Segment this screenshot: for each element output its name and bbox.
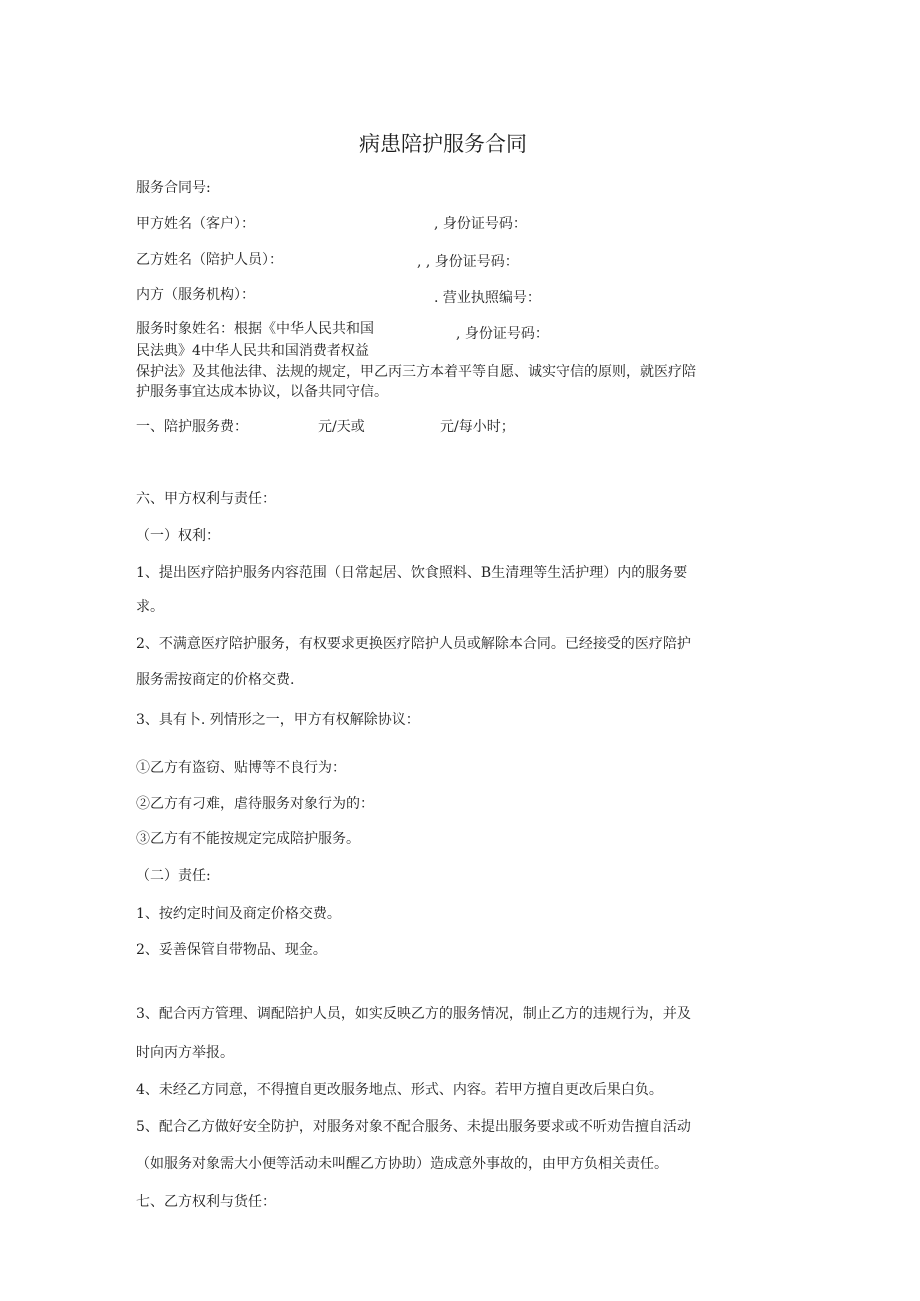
fee-per-day: 元/天或 — [318, 419, 365, 435]
duty-3-line-1: 3、配合丙方管理、调配陪护人员，如实反映乙方的服务情况，制止乙方的违规行为，并及 — [136, 1006, 691, 1022]
right-3-item-b: ②乙方有刁难，虐待服务对象行为的： — [136, 796, 374, 812]
right-3: 3、具有卜. 列情形之一，甲方有权解除协议： — [136, 712, 420, 728]
party-b-name-label: 乙方姓名（陪护人员）： — [136, 252, 283, 268]
section-6-heading: 六、甲方权利与责任： — [136, 491, 276, 507]
document-title: 病患陪护服务合同 — [359, 132, 527, 156]
right-3-item-c: ③乙方有不能按规定完成陪护服务。 — [136, 831, 360, 847]
party-a-name-label: 甲方姓名（客户）： — [136, 216, 255, 232]
duty-5-line-1: 5、配合乙方做好安全防护，对服务对象不配合服务、未提出服务要求或不听劝告擅自活动 — [136, 1119, 691, 1135]
service-target-line-1: 服务时象姓名：根据《中华人民共和国 — [136, 321, 374, 337]
duty-1: 1、按约定时间及商定价格交费。 — [136, 906, 341, 922]
right-3-item-a: ①乙方有盗窃、贴博等不良行为： — [136, 760, 346, 776]
service-target-id-label: , 身份证号码： — [456, 326, 549, 342]
duty-2: 2、妥善保管自带物品、现金。 — [136, 942, 327, 958]
duty-4: 4、未经乙方同意，不得擅自更改服务地点、形式、内容。若甲方擅自更改后果白负。 — [136, 1082, 663, 1098]
duties-heading: （二）责任: — [136, 868, 211, 884]
right-1-line-1: 1、提出医疗陪护服务内容范围（日常起居、饮食照料、B生清理等生活护理）内的服务要 — [136, 565, 688, 581]
party-b-id-label: , , 身份证号码： — [417, 254, 519, 270]
duty-5-line-2: （如服务对象需大小便等活动未叫醒乙方协助）造成意外事故的，由甲方负相关责任。 — [136, 1156, 668, 1172]
service-target-line-2: 民法典》4中华人民共和国消费者权益 — [136, 343, 369, 359]
duty-3-line-2: 时向丙方举报。 — [136, 1045, 234, 1061]
rights-heading: （一）权利： — [136, 528, 220, 544]
right-2-line-2: 服务需按商定的价格交费. — [136, 672, 295, 688]
preamble-line-2: 护服务事宜达成本协议，以备共同守信。 — [136, 384, 388, 400]
preamble-line-1: 保护法》及其他法律、法规的规定，甲乙丙三方本着平等自愿、诚实守信的原则，就医疗陪 — [136, 364, 696, 380]
fee-per-hour: 元/每小时； — [440, 419, 515, 435]
fee-label: 一、陪护服务费： — [136, 419, 248, 435]
party-c-name-label: 内方（服务机构）： — [136, 287, 255, 303]
section-7-heading: 七、乙方权利与货任： — [136, 1194, 276, 1210]
contract-number-label: 服务合同号: — [136, 180, 211, 196]
right-1-line-2: 求。 — [136, 599, 164, 615]
party-a-id-label: , 身份证号码： — [434, 216, 527, 232]
party-c-license-label: . 营业执照编号： — [434, 290, 541, 306]
right-2-line-1: 2、不满意医疗陪护服务，有权要求更换医疗陪护人员或解除本合同。已经接受的医疗陪护 — [136, 636, 691, 652]
